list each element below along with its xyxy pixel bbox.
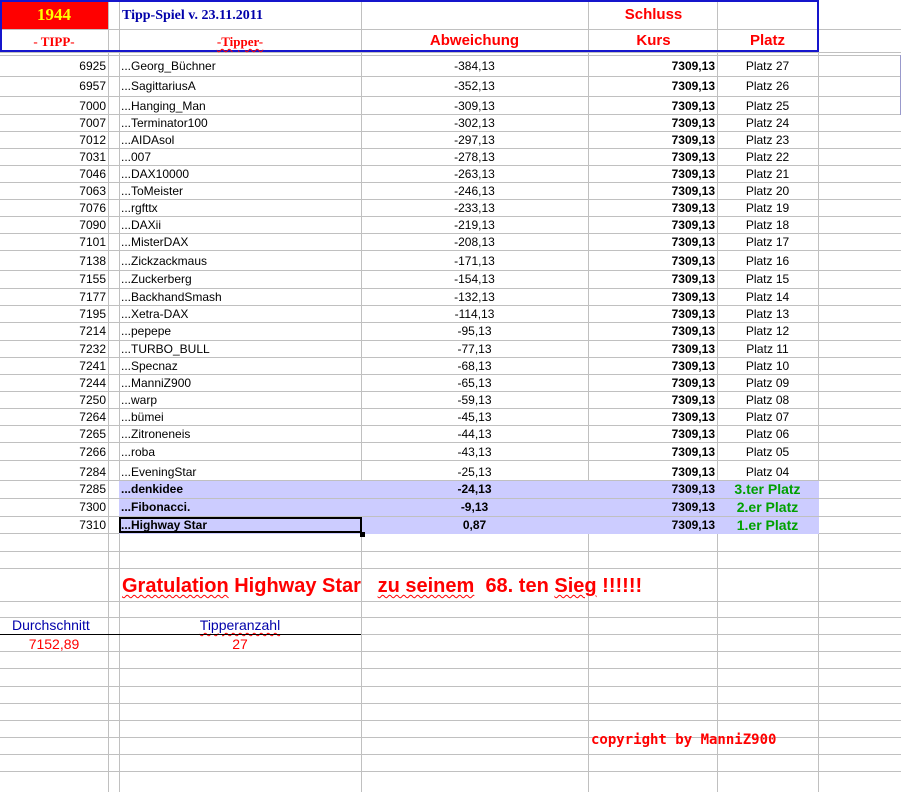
name-cell[interactable]: ...Fibonacci. [121,500,191,514]
tipp-cell[interactable]: 7264 [79,410,106,424]
name-cell[interactable]: ...Zickzackmaus [121,254,208,268]
count-label[interactable]: Tipperanzahl [199,617,281,633]
kurs-cell[interactable]: 7309,13 [671,465,715,479]
deviation-cell[interactable]: -77,13 [457,342,492,356]
deviation-cell[interactable]: -233,13 [454,201,495,215]
platz-cell[interactable]: Platz 11 [746,342,789,356]
tipp-cell[interactable]: 7285 [79,482,106,496]
name-cell[interactable]: ...MisterDAX [121,235,189,249]
grid-line [0,551,901,552]
tipper-header[interactable]: -Tipper- [216,34,264,49]
name-cell[interactable]: ...SagittariusA [121,79,196,93]
kurs-cell[interactable]: 7309,13 [671,427,715,441]
grid-line [0,55,901,56]
kurs-cell[interactable]: 7309,13 [671,79,715,93]
tipp-cell[interactable]: 7300 [79,500,106,514]
platz-cell[interactable]: Platz 14 [745,290,790,304]
tipp-cell[interactable]: 7155 [79,272,106,286]
title-cell[interactable]: Tipp-Spiel v. 23.11.2011 [122,8,263,23]
name-cell[interactable]: ...Georg_Büchner [121,59,216,73]
fill-handle[interactable] [360,532,365,537]
deviation-cell[interactable]: -132,13 [454,290,495,304]
platz-cell[interactable]: Platz 15 [745,272,790,286]
tipp-cell[interactable]: 7241 [79,359,106,373]
deviation-cell[interactable]: -302,13 [454,116,495,130]
kurs-cell[interactable]: 7309,13 [671,307,715,321]
name-cell[interactable]: ...ManniZ900 [121,376,192,390]
name-cell[interactable]: ...Terminator100 [121,116,208,130]
tipp-cell[interactable]: 7244 [79,376,106,390]
deviation-cell[interactable]: -171,13 [454,254,495,268]
grid-line [0,754,901,755]
grid-line [0,76,901,77]
kurs-header[interactable]: Kurs [636,32,671,49]
name-cell[interactable]: ...Zitroneneis [121,427,191,441]
name-cell[interactable]: ...roba [121,445,156,459]
platz-cell[interactable]: Platz 22 [745,150,790,164]
deviation-cell[interactable]: -297,13 [454,133,495,147]
deviation-cell[interactable]: -45,13 [457,410,492,424]
name-cell[interactable]: ...Highway Star [121,518,208,532]
deviation-cell[interactable]: -246,13 [454,184,495,198]
grid-line [108,0,109,792]
tipp-cell[interactable]: 6925 [79,59,106,73]
name-cell[interactable]: ...Zuckerberg [121,272,192,286]
tipp-cell[interactable]: 7031 [79,150,106,164]
tipp-cell[interactable]: 6957 [79,79,106,93]
deviation-cell[interactable]: -352,13 [454,79,495,93]
platz-header[interactable]: Platz [749,32,785,49]
kurs-cell[interactable]: 7309,13 [671,167,715,181]
tipp-cell[interactable]: 7232 [79,342,106,356]
grid-line [0,703,901,704]
deviation-cell[interactable]: -65,13 [457,376,492,390]
kurs-cell[interactable]: 7309,13 [671,410,715,424]
tipp-cell[interactable]: 7177 [79,290,106,304]
kurs-cell[interactable]: 7309,13 [671,59,715,73]
tipp-cell[interactable]: 7090 [79,218,106,232]
platz-cell[interactable]: Platz 04 [745,465,790,479]
deviation-cell[interactable]: -154,13 [454,272,495,286]
kurs-cell[interactable]: 7309,13 [671,218,715,232]
copyright[interactable]: copyright by ManniZ900 [591,732,777,748]
name-cell[interactable]: ...EveningStar [121,465,197,479]
platz-cell[interactable]: Platz 07 [745,410,790,424]
congrats-count: 68. ten [485,575,549,597]
platz-cell[interactable]: Platz 26 [745,79,790,93]
tipp-cell[interactable]: 7250 [79,393,106,407]
avg-label[interactable]: Durchschnitt [12,617,90,633]
grid-line [0,771,901,772]
platz-cell[interactable]: Platz 17 [745,235,790,249]
grid-line [0,668,901,669]
tipp-cell[interactable]: 7284 [79,465,106,479]
kurs-cell[interactable]: 7309,13 [671,133,715,147]
abweichung-header[interactable]: Abweichung [429,32,520,49]
count-value[interactable]: 27 [232,636,248,652]
kurs-cell[interactable]: 7309,13 [671,376,715,390]
name-cell[interactable]: ...BackhandSmash [121,290,222,304]
deviation-cell[interactable]: -219,13 [454,218,495,232]
name-cell[interactable]: ...denkidee [121,482,184,496]
deviation-cell[interactable]: -44,13 [457,427,492,441]
congrats-line[interactable] [122,575,642,597]
deviation-cell[interactable]: -59,13 [457,393,492,407]
deviation-cell[interactable]: -309,13 [454,99,495,113]
congrats-exclaim: !!!!!! [602,575,643,597]
platz-cell[interactable]: 1.er Platz [736,517,799,533]
platz-cell[interactable]: Platz 24 [745,116,790,130]
grid-line [0,250,901,251]
kurs-cell[interactable]: 7309,13 [671,518,715,532]
kurs-cell[interactable]: 7309,13 [671,201,715,215]
grid-line [0,52,901,53]
platz-cell[interactable]: Platz 25 [745,99,790,113]
platz-cell[interactable]: Platz 27 [745,59,790,73]
tipp-cell[interactable]: 7046 [79,167,106,181]
platz-cell[interactable]: Platz 13 [745,307,790,321]
kurs-cell[interactable]: 7309,13 [671,184,715,198]
deviation-cell[interactable]: -9,13 [460,500,489,514]
congrats-word: Gratulation [122,575,229,597]
kurs-cell[interactable]: 7309,13 [671,235,715,249]
kurs-cell[interactable]: 7309,13 [671,116,715,130]
deviation-cell[interactable]: -68,13 [457,359,492,373]
name-cell[interactable]: ...Xetra-DAX [121,307,189,321]
deviation-cell[interactable]: -43,13 [457,445,492,459]
name-cell[interactable]: ...Specnaz [121,359,178,373]
grid-line [0,720,901,721]
year-cell[interactable]: 1944 [0,0,108,29]
schluss-header[interactable]: Schluss [624,6,683,23]
grid-line [818,0,819,792]
tipp-cell[interactable]: 7195 [79,307,106,321]
congrats-winner: Highway Star [234,575,361,597]
platz-cell[interactable]: Platz 06 [745,427,790,441]
kurs-cell[interactable]: 7309,13 [671,99,715,113]
kurs-cell[interactable]: 7309,13 [671,445,715,459]
tipp-cell[interactable]: 7007 [79,116,106,130]
platz-cell[interactable]: 2.er Platz [736,499,799,515]
name-cell[interactable]: ...warp [121,393,158,407]
kurs-cell[interactable]: 7309,13 [671,342,715,356]
tipp-cell[interactable]: 7000 [79,99,106,113]
deviation-cell[interactable]: -208,13 [454,235,495,249]
grid-line [0,96,901,97]
kurs-cell[interactable]: 7309,13 [671,324,715,338]
congrats-word: Sieg [554,575,597,597]
kurs-cell[interactable]: 7309,13 [671,359,715,373]
platz-cell[interactable]: Platz 12 [745,324,790,338]
tipp-cell[interactable]: 7012 [79,133,106,147]
deviation-cell[interactable]: -384,13 [454,59,495,73]
platz-cell[interactable]: Platz 19 [745,201,790,215]
tipp-cell[interactable]: 7076 [79,201,106,215]
kurs-cell[interactable]: 7309,13 [671,150,715,164]
deviation-cell[interactable]: -263,13 [454,167,495,181]
platz-cell[interactable]: Platz 21 [745,167,790,181]
tipp-cell[interactable]: 7101 [79,235,106,249]
kurs-cell[interactable]: 7309,13 [671,393,715,407]
tipp-cell[interactable]: 7138 [79,254,106,268]
avg-value[interactable]: 7152,89 [28,636,80,652]
deviation-cell[interactable]: -95,13 [457,324,492,338]
name-cell[interactable]: ...pepepe [121,324,172,338]
platz-cell[interactable]: Platz 08 [745,393,790,407]
cell-selection[interactable] [119,517,362,533]
tipp-cell[interactable]: 7310 [79,518,106,532]
tipp-cell[interactable]: 7265 [79,427,106,441]
tipp-header[interactable]: - TIPP- [33,34,75,49]
platz-cell[interactable]: Platz 16 [745,254,790,268]
name-cell[interactable]: ...AIDAsol [121,133,175,147]
name-cell[interactable]: ...TURBO_BULL [121,342,210,356]
stats-divider [0,634,361,635]
grid-line [0,442,901,443]
grid-line [0,460,901,461]
grid-line [0,568,901,569]
name-cell[interactable]: ...DAX10000 [121,167,190,181]
name-cell[interactable]: ...bümei [121,410,164,424]
grid-line [0,686,901,687]
kurs-cell[interactable]: 7309,13 [671,290,715,304]
deviation-cell[interactable]: 0,87 [462,518,487,532]
name-cell[interactable]: ...Hanging_Man [121,99,206,113]
platz-cell[interactable]: Platz 05 [745,445,790,459]
platz-cell[interactable]: Platz 23 [745,133,790,147]
name-cell[interactable]: ...007 [121,150,152,164]
kurs-cell[interactable]: 7309,13 [671,482,715,496]
platz-cell[interactable]: Platz 10 [745,359,790,373]
platz-cell[interactable]: Platz 18 [745,218,790,232]
tipp-cell[interactable]: 7063 [79,184,106,198]
tipp-cell[interactable]: 7266 [79,445,106,459]
deviation-cell[interactable]: -24,13 [457,482,492,496]
grid-line [119,0,120,792]
congrats-word: zu seinem [377,575,475,597]
deviation-cell[interactable]: -114,13 [454,307,495,321]
deviation-cell[interactable]: -25,13 [457,465,492,479]
name-cell[interactable]: ...rgfttx [121,201,158,215]
platz-cell[interactable]: 3.ter Platz [734,481,801,497]
platz-cell[interactable]: Platz 09 [745,376,790,390]
name-cell[interactable]: ...ToMeister [121,184,184,198]
platz-cell[interactable]: Platz 20 [745,184,790,198]
kurs-cell[interactable]: 7309,13 [671,272,715,286]
tipp-cell[interactable]: 7214 [79,324,106,338]
kurs-cell[interactable]: 7309,13 [671,500,715,514]
kurs-cell[interactable]: 7309,13 [671,254,715,268]
name-cell[interactable]: ...DAXii [121,218,162,232]
grid-line [0,601,901,602]
deviation-cell[interactable]: -278,13 [454,150,495,164]
